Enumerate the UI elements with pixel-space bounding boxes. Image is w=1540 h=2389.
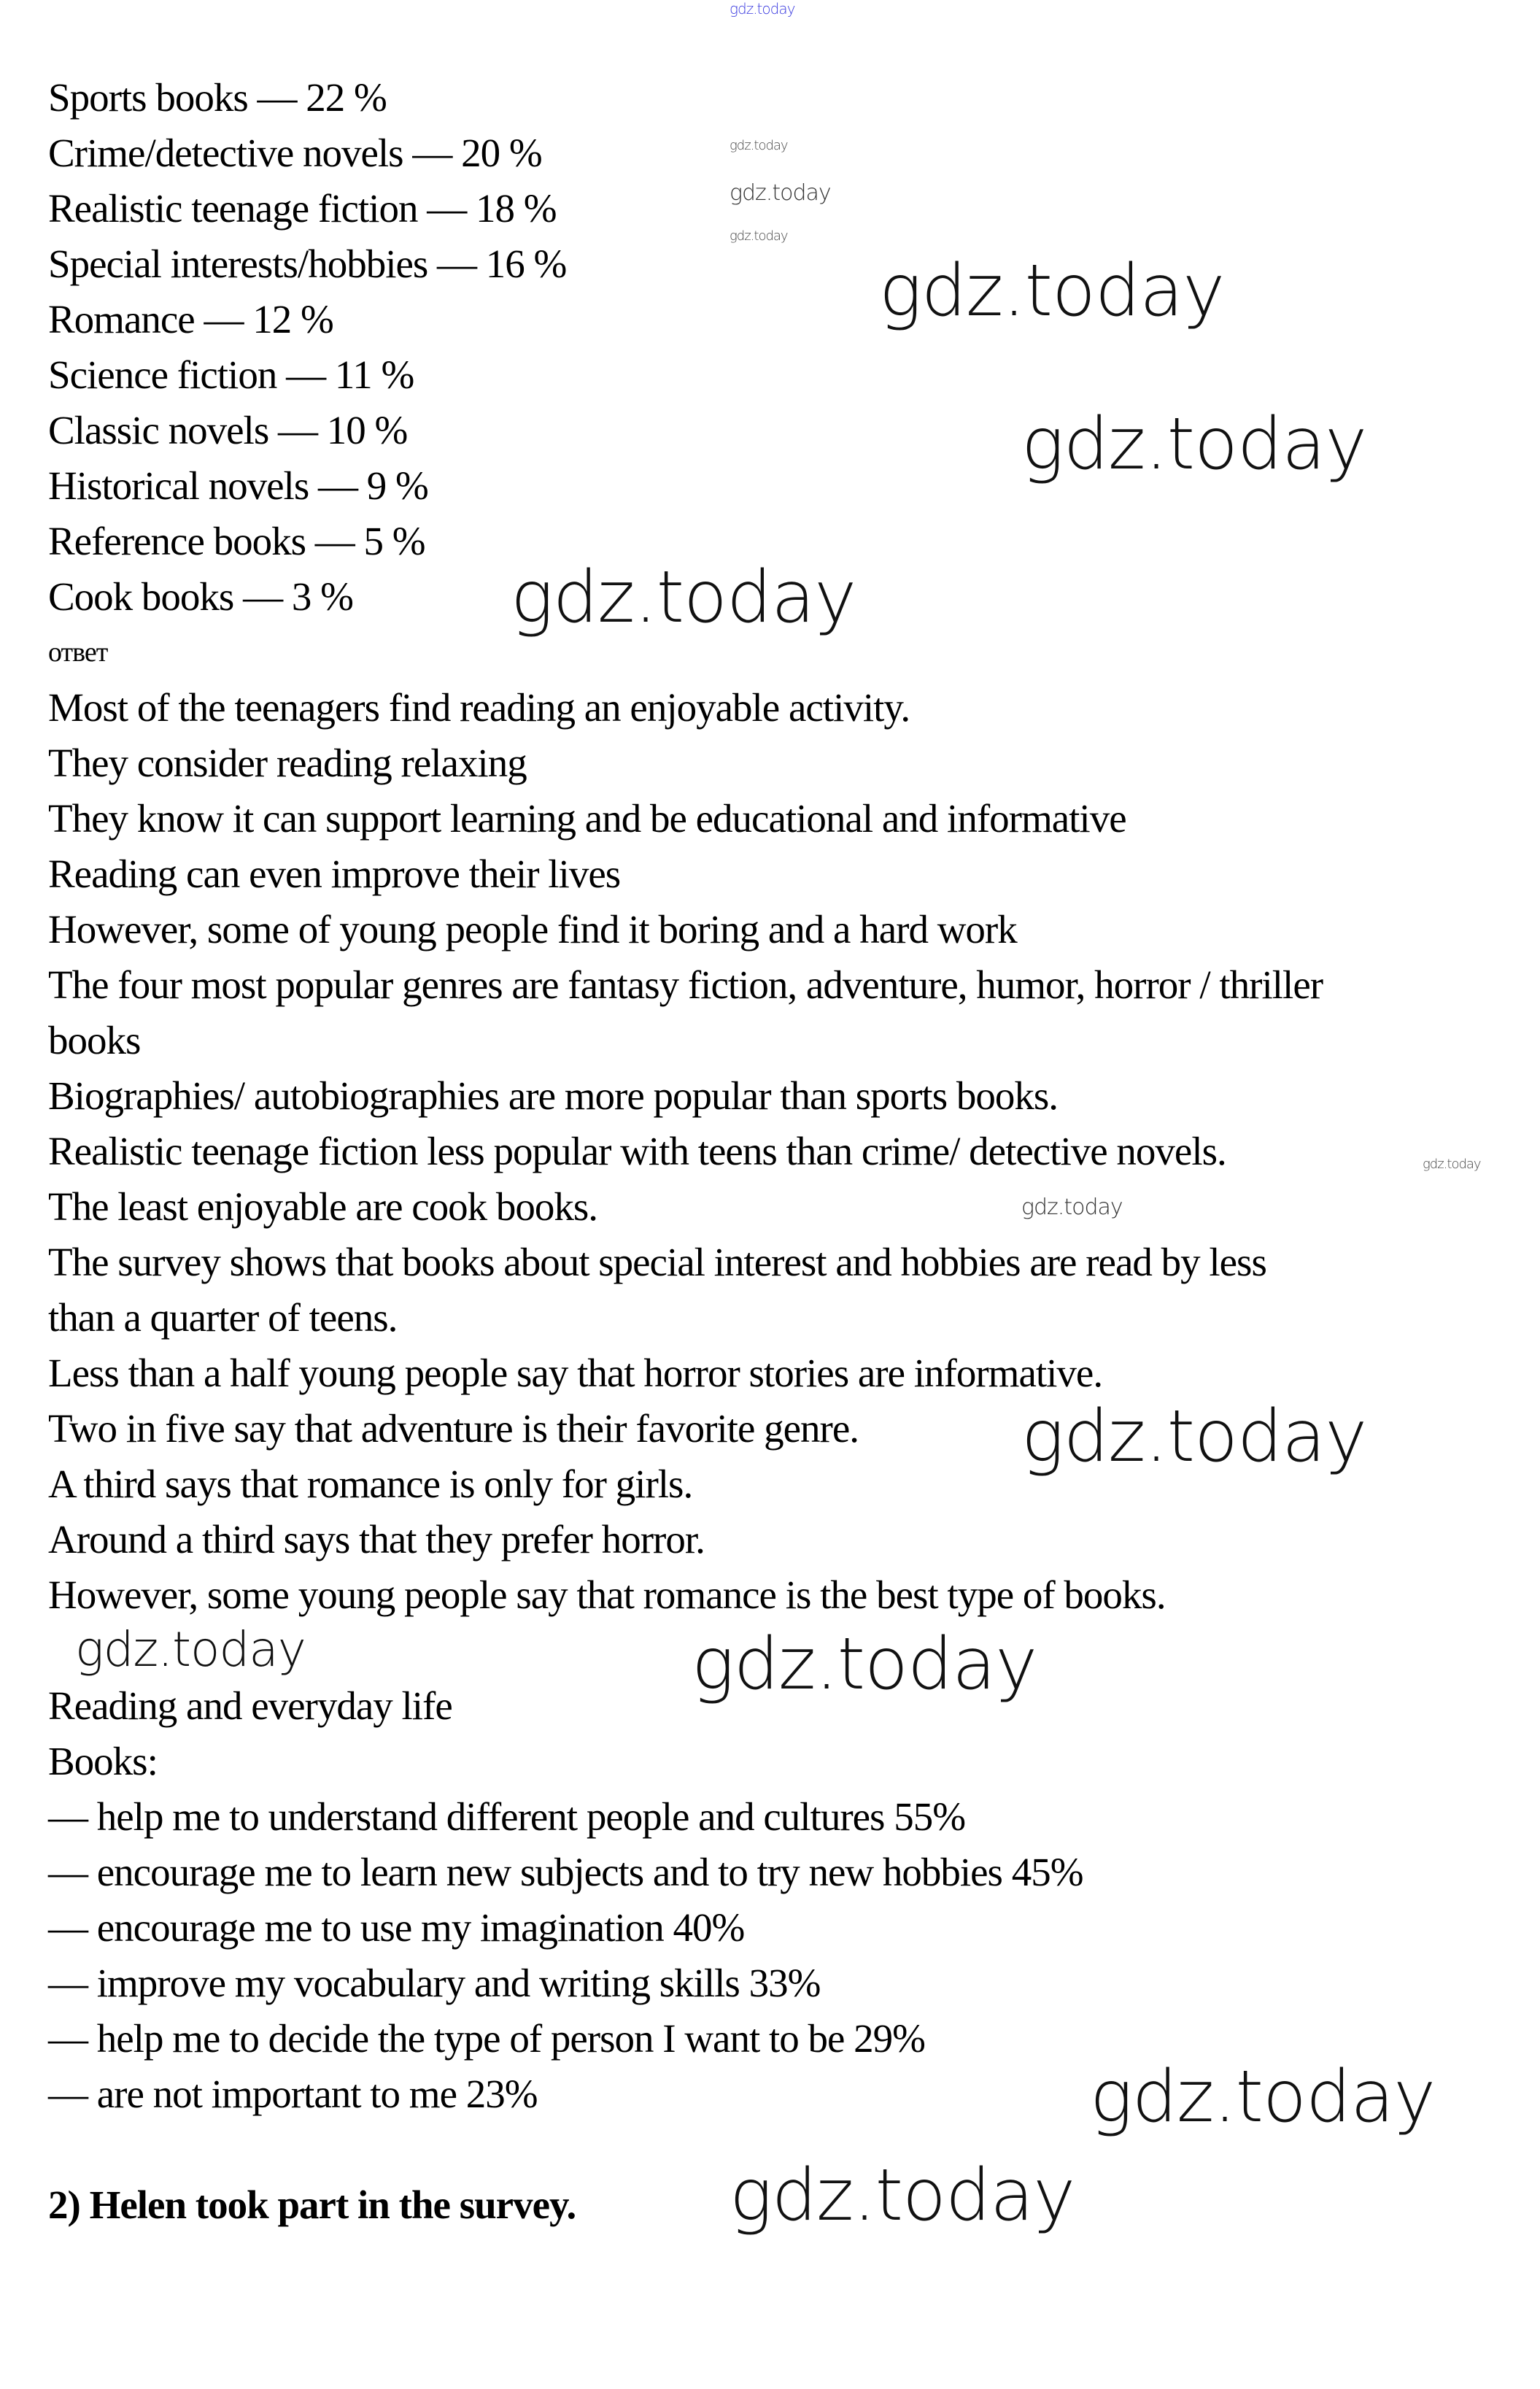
text-line: ответ <box>48 637 108 668</box>
watermark: gdz.today <box>730 0 795 18</box>
watermark: gdz.today <box>730 138 788 153</box>
text-line: Reading and everyday life <box>48 1683 452 1728</box>
text-line: The four most popular genres are fantasy fiction, adventure, humor, horror / thriller <box>48 962 1323 1007</box>
watermark: gdz.today <box>75 1621 306 1678</box>
text-line: Biographies/ autobiographies are more popular than sports books. <box>48 1073 1059 1118</box>
text-line: — improve my vocabulary and writing skills 33% <box>48 1961 821 2005</box>
text-line: However, some young people say that romance is the best type of books. <box>48 1572 1166 1617</box>
watermark: gdz.today <box>730 180 831 206</box>
text-line: However, some of young people find it boring and a hard work <box>48 907 1017 952</box>
text-line: — are not important to me 23% <box>48 2072 538 2116</box>
watermark: gdz.today <box>1423 1157 1481 1172</box>
text-line: They consider reading relaxing <box>48 741 527 785</box>
text-line: than a quarter of teens. <box>48 1295 398 1340</box>
text-line: Two in five say that adventure is their favorite genre. <box>48 1406 859 1451</box>
text-line: Cook books — 3 % <box>48 574 353 619</box>
watermark: gdz.today <box>692 1623 1037 1706</box>
watermark: gdz.today <box>511 556 856 639</box>
watermark: gdz.today <box>1090 2056 1436 2139</box>
document-body <box>48 70 1507 2237</box>
text-line: Around a third says that they prefer horror. <box>48 1517 705 1562</box>
text-line: A third says that romance is only for girls. <box>48 1462 693 1506</box>
text-line: Romance — 12 % <box>48 297 333 341</box>
text-line: Special interests/hobbies — 16 % <box>48 242 567 286</box>
text-line: Crime/detective novels — 20 % <box>48 131 542 175</box>
text-line: Less than a half young people say that horror stories are informative. <box>48 1351 1103 1395</box>
text-line: Classic novels — 10 % <box>48 408 408 452</box>
text-line: — encourage me to use my imagination 40% <box>48 1905 745 1950</box>
text-line: Realistic teenage fiction — 18 % <box>48 186 557 231</box>
text-line: books <box>48 1018 141 1062</box>
text-line: Reference books — 5 % <box>48 519 425 563</box>
text-line: — encourage me to learn new subjects and to try new hobbies 45% <box>48 1850 1083 1894</box>
text-line: Most of the teenagers find reading an enjoyable activity. <box>48 685 910 730</box>
watermark: gdz.today <box>730 2154 1075 2237</box>
text-line: — help me to understand different people and cultures 55% <box>48 1794 966 1839</box>
task-heading: 2) Helen took part in the survey. <box>48 2182 576 2227</box>
text-line: Realistic teenage fiction less popular with teens than crime/ detective novels. <box>48 1129 1226 1173</box>
text-line: Science fiction — 11 % <box>48 352 414 397</box>
watermark: gdz.today <box>730 228 788 244</box>
text-line: Reading can even improve their lives <box>48 852 621 896</box>
watermark: gdz.today <box>1021 1395 1367 1478</box>
watermark: gdz.today <box>1021 403 1367 486</box>
text-line: Historical novels — 9 % <box>48 463 428 508</box>
watermark: gdz.today <box>879 250 1225 333</box>
text-line: The survey shows that books about special interest and hobbies are read by less <box>48 1240 1266 1284</box>
watermark: gdz.today <box>1021 1194 1123 1220</box>
text-line: They know it can support learning and be educational and informative <box>48 796 1126 841</box>
text-line: — help me to decide the type of person I want to be 29% <box>48 2016 925 2061</box>
text-line: The least enjoyable are cook books. <box>48 1184 598 1229</box>
text-line: Books: <box>48 1739 158 1783</box>
text-line: Sports books — 22 % <box>48 75 387 120</box>
